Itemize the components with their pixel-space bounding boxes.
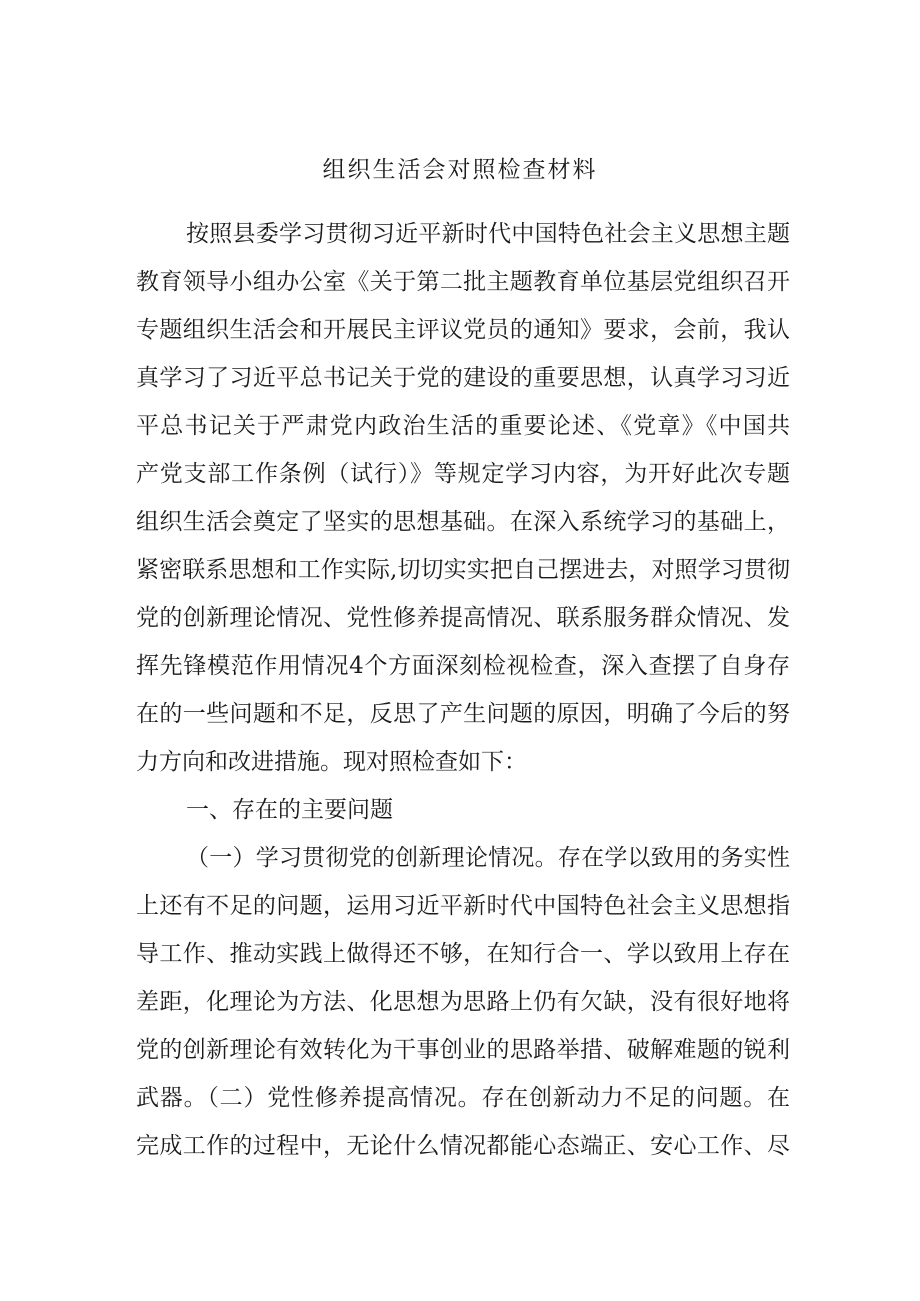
paragraph-line: 按照县委学习贯彻习近平新时代中国特色社会主义思想主题	[186, 221, 790, 247]
section-heading: 一、存在的主要问题	[186, 797, 393, 823]
paragraph-line: 产党支部工作条例（试行）》等规定学习内容，为开好此次专题	[136, 461, 790, 487]
paragraph-line: 导工作、推动实践上做得还不够，在知行合一、学以致用上存在	[136, 941, 790, 967]
paragraph-line: 党的创新理论有效转化为干事创业的思路举措、破解难题的锐利	[136, 1037, 790, 1063]
paragraph-line: 完成工作的过程中，无论什么情况都能心态端正、安心工作、尽	[136, 1133, 790, 1159]
paragraph-line: 力方向和改进措施。现对照检查如下：	[136, 749, 527, 775]
paragraph-line: 组织生活会奠定了坚实的思想基础。在深入系统学习的基础上，	[136, 509, 790, 535]
paragraph-line: 武器。（二）党性修养提高情况。存在创新动力不足的问题。在	[136, 1085, 790, 1111]
paragraph-line: 真学习了习近平总书记关于党的建设的重要思想，认真学习习近	[136, 365, 790, 391]
paragraph-line: 教育领导小组办公室《关于第二批主题教育单位基层党组织召开	[136, 269, 790, 295]
paragraph-line: 紧密联系思想和工作实际,切切实实把自己摆进去，对照学习贯彻	[136, 557, 790, 583]
document-title: 组织生活会对照检查材料	[322, 157, 598, 183]
paragraph-line: 挥先锋模范作用情况4个方面深刻检视检查，深入查摆了自身存	[136, 653, 790, 679]
paragraph-line: 平总书记关于严肃党内政治生活的重要论述、《党章》《中国共	[136, 413, 790, 439]
paragraph-line: 在的一些问题和不足，反思了产生问题的原因，明确了今后的努	[136, 701, 790, 727]
paragraph-line: 党的创新理论情况、党性修养提高情况、联系服务群众情况、发	[136, 605, 790, 631]
paragraph-line: 上还有不足的问题，运用习近平新时代中国特色社会主义思想指	[136, 893, 790, 919]
paragraph-line: 差距，化理论为方法、化思想为思路上仍有欠缺，没有很好地将	[136, 989, 790, 1015]
paragraph-line: 专题组织生活会和开展民主评议党员的通知》要求，会前，我认	[136, 317, 790, 343]
paragraph-line: （一）学习贯彻党的创新理论情况。存在学以致用的务实性	[186, 845, 790, 871]
